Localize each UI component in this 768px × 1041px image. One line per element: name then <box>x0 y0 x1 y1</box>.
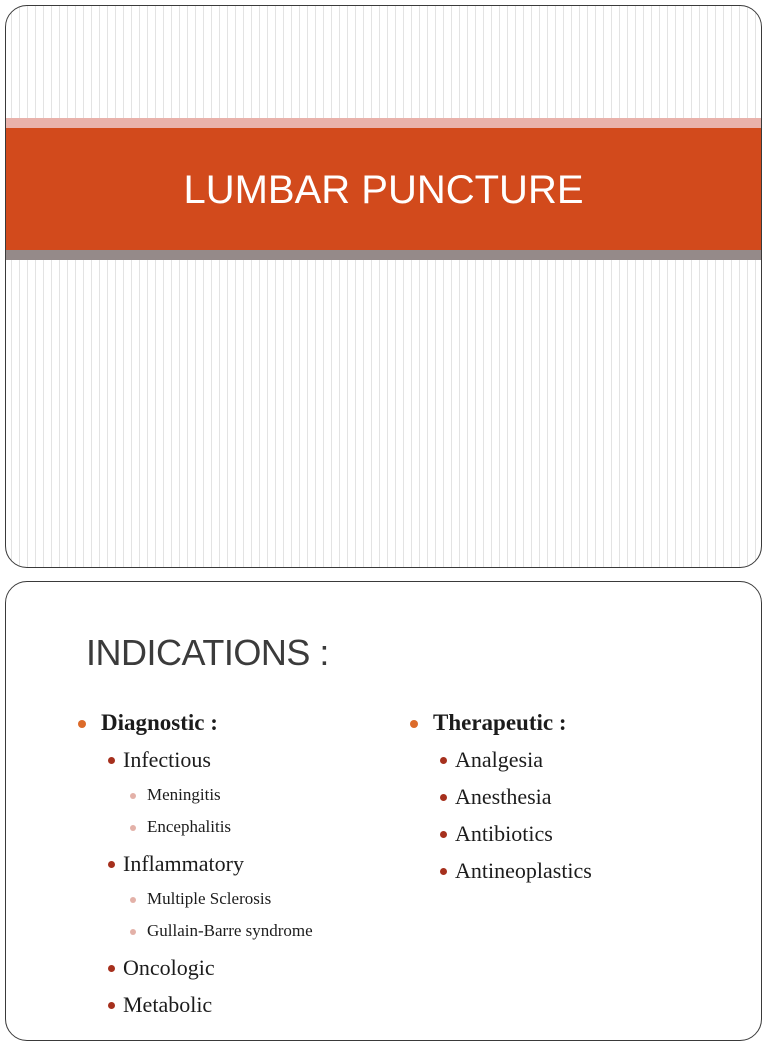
list-item-inflammatory <box>74 847 313 884</box>
list-item-analgesia <box>406 743 592 780</box>
list-item-oncologic <box>74 951 313 988</box>
infectious-label: Infectious <box>123 747 211 772</box>
gullain-barre-label: Gullain-Barre syndrome <box>147 921 313 940</box>
slide-title: LUMBAR PUNCTURE <box>183 167 584 212</box>
title-band-top-stripe <box>6 118 761 128</box>
meningitis-label: Meningitis <box>147 785 221 804</box>
list-item-multiple-sclerosis <box>74 884 313 916</box>
bullet-icon <box>130 929 136 935</box>
list-item-antibiotics <box>406 817 592 854</box>
list-item-antineoplastics <box>406 854 592 891</box>
bullet-icon <box>108 965 115 972</box>
title-band-bottom-stripe <box>6 250 761 260</box>
bullet-icon <box>440 868 447 875</box>
list-item-metabolic <box>74 988 313 1025</box>
analgesia-label: Analgesia <box>455 747 543 772</box>
diagnostic-label: Diagnostic : <box>101 710 218 735</box>
bullet-icon <box>410 720 418 728</box>
list-item-gullain-barre <box>74 916 313 948</box>
multiple-sclerosis-label: Multiple Sclerosis <box>147 889 272 908</box>
bullet-icon <box>130 897 136 903</box>
list-item-meningitis <box>74 780 313 812</box>
inflammatory-label: Inflammatory <box>123 851 244 876</box>
bullet-icon <box>108 757 115 764</box>
bullet-icon <box>108 1002 115 1009</box>
list-item-diagnostic <box>74 706 313 743</box>
list-item-anesthesia <box>406 780 592 817</box>
antibiotics-label: Antibiotics <box>455 821 553 846</box>
bullet-icon <box>440 831 447 838</box>
anesthesia-label: Anesthesia <box>455 784 552 809</box>
title-band <box>6 128 761 250</box>
title-slide <box>5 5 762 568</box>
antineoplastics-label: Antineoplastics <box>455 858 592 883</box>
diagnostic-column <box>74 706 313 1025</box>
therapeutic-column <box>406 706 592 891</box>
list-item-infectious <box>74 743 313 780</box>
bullet-icon <box>78 720 86 728</box>
bullet-icon <box>130 793 136 799</box>
list-item-encephalitis <box>74 812 313 844</box>
oncologic-label: Oncologic <box>123 955 215 980</box>
bullet-icon <box>130 825 136 831</box>
slide-heading: INDICATIONS : <box>86 632 329 673</box>
metabolic-label: Metabolic <box>123 992 213 1017</box>
bullet-icon <box>440 757 447 764</box>
bullet-icon <box>440 794 447 801</box>
encephalitis-label: Encephalitis <box>147 817 232 836</box>
therapeutic-label: Therapeutic : <box>433 710 567 735</box>
indications-slide <box>5 581 762 1041</box>
list-item-therapeutic <box>406 706 592 743</box>
bullet-icon <box>108 861 115 868</box>
